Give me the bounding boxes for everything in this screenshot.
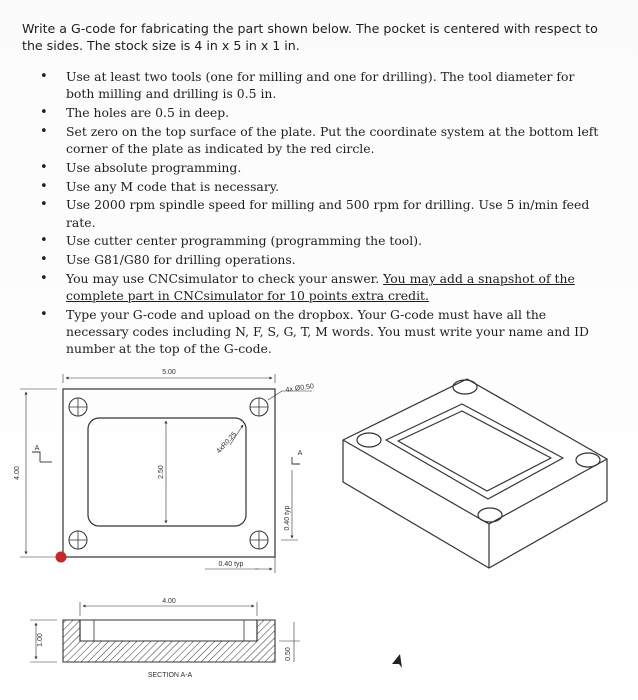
dim-edge-y: 0.40 typ [284,505,291,531]
requirement-item: • Use 2000 rpm spindle speed for milling and 500 rpm for drilling. Use 5 in/min feed rate. [40,196,606,230]
top-view [20,374,315,573]
requirement-item: • Use cutter center programming (programming the tool). [40,232,606,249]
section-label: SECTION A-A [147,672,193,679]
pocket-outline [88,418,246,526]
requirement-item: • You may use CNCsimulator to check your answer. You may add a snapshot of the complete part in CNCsimulator for 10 points extra credit. [40,270,606,304]
dim-depth: 0.50 [285,647,292,661]
dim-corner-radius: 4xR0.25 [215,430,239,456]
hole-top-right [250,398,268,416]
dim-thickness: 1.00 [37,633,44,647]
requirement-item: • Use absolute programming. [40,159,606,176]
dim-edge-x: 0.40 typ [218,561,244,568]
requirement-item: • Use G81/G80 for drilling operations. [40,251,606,268]
section-view [30,602,300,662]
dim-pocket-height: 2.50 [158,465,165,479]
requirement-item: • Use any M code that is necessary. [40,178,606,195]
section-marker-right: A [297,450,303,457]
requirement-item: • The holes are 0.5 in deep. [40,104,606,121]
isometric-view [343,379,607,568]
mouse-cursor-icon [392,654,402,668]
requirement-item: • Type your G-code and upload on the dropbox. Your G-code must have all the necessary codes including N, F, S, G, T, M words. You must write your name and ID number at the top of the G-code. [40,306,606,358]
problem-intro: Write a G-code for fabricating the part shown below. The pocket is centered with respect to the sides. The stock size is 4 in x 5 in x 1 in. [22,21,598,53]
hole-bottom-right [250,531,268,549]
section-marker-left: A [34,445,40,452]
requirement-item: • Use at least two tools (one for milling and one for drilling). The tool diameter for both milling and drilling is 0.5 in. [40,68,606,102]
origin-marker [56,552,67,563]
dim-width: 5.00 [162,369,176,376]
dim-hole-callout: 4x Ø0.50 [285,383,315,394]
dim-height: 4.00 [14,466,21,480]
dim-pocket-width: 4.00 [162,598,176,605]
plate-outline [63,389,275,557]
hole-bottom-left [69,531,87,549]
iso-top-face [343,379,607,524]
hole-top-left [69,398,87,416]
requirement-item: • Set zero on the top surface of the plate. Put the coordinate system at the bottom left corner of the plate as indicated by the red circle. [40,123,606,157]
extra-credit-underlined: You may add a snapshot of the complete part in CNCsimulator for 10 points extra credit. [66,270,575,304]
